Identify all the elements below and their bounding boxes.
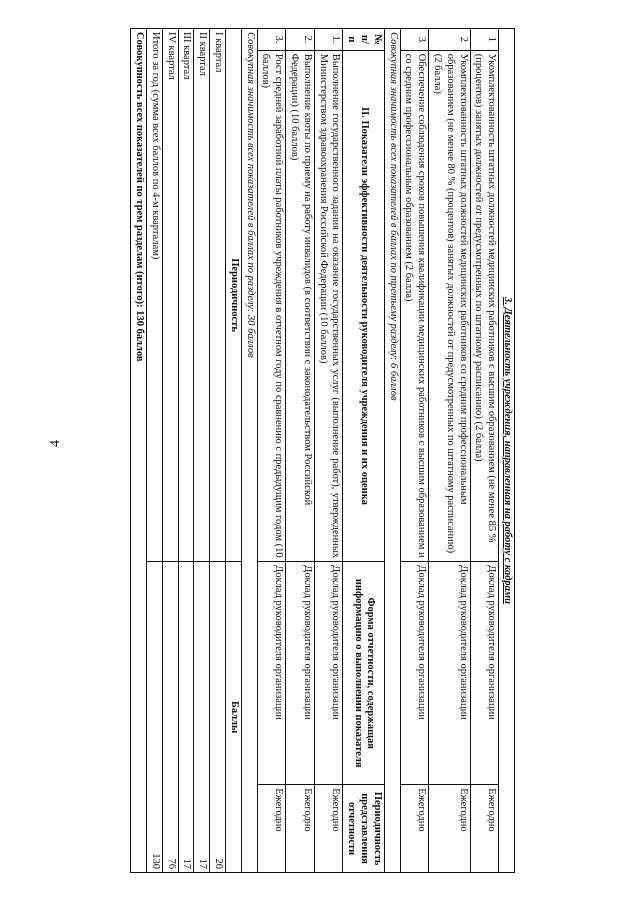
summary-label: III квартал	[178, 29, 194, 562]
report-period: Ежегодно	[400, 785, 429, 873]
section3-title: 3. Деятельность учреждения, направленная на работу с кадрами	[499, 29, 515, 873]
indicator-text: Выполнение государственного задания на оказание государственных услуг (выполнение работ), утвержденных Министерством здравоохранения Российской Федерации (10 баллов)	[314, 50, 343, 561]
row-number: 3.	[257, 29, 286, 51]
report-period: Ежегодно	[470, 785, 499, 873]
report-form: Доклад руководителя организации	[429, 562, 470, 785]
indicator-text: Укомплектованность штатных должностей медицинских работников с высшим образованием (не менее 85 % (процентов) занятых должностей от предусмотренных по штатному расписанию) (2 балла)	[470, 50, 499, 561]
row-number: 1	[470, 29, 499, 51]
summary-label: II квартал	[194, 29, 210, 562]
summary-header-row	[226, 29, 242, 873]
rotated-document	[130, 28, 515, 873]
table-row	[400, 29, 429, 873]
summary-value: 130	[147, 562, 163, 873]
report-period: Ежегодно	[257, 785, 286, 873]
table-row	[257, 29, 286, 873]
section3-total: Совокупная значимость всех показателей в баллах по третьему разделу: 6 баллов	[384, 29, 400, 873]
grand-total: Совокупность всех показателей по трем разделам (итого): 130 баллов	[131, 29, 147, 873]
indicators-table	[130, 28, 515, 873]
indicator-text: Выполнение квоты по приему на работу инвалидов (в соответствии с законодательством Российской Федерации) (10 баллов)	[286, 50, 315, 561]
table-row	[470, 29, 499, 873]
section2-total: Совокупная значимость всех показателей в баллах по разделу: 30 баллов	[241, 29, 257, 873]
header-indicator: II. Показатели эффективности деятельности руководителя учреждения и их оценка	[343, 50, 384, 561]
summary-row	[162, 29, 178, 873]
summary-value: 76	[162, 562, 178, 873]
indicator-text: Рост средней заработной платы работников учреждения в отчетном году по сравнению с предыдущим годом (10 баллов)	[257, 50, 286, 561]
summary-header-period: Периодичность	[226, 29, 242, 562]
report-form: Доклад руководителя организации	[400, 562, 429, 785]
report-period: Ежегодно	[429, 785, 470, 873]
report-form: Доклад руководителя организации	[257, 562, 286, 785]
table-row	[314, 29, 343, 873]
section2-header-row	[343, 29, 384, 873]
report-form: Доклад руководителя организации	[314, 562, 343, 785]
row-number: 2.	[286, 29, 315, 51]
row-number: 2	[429, 29, 470, 51]
summary-header-points: Баллы	[226, 562, 242, 873]
header-number: № п/п	[343, 29, 384, 51]
report-form: Доклад руководителя организации	[286, 562, 315, 785]
summary-value: 20	[210, 562, 226, 873]
table-row	[429, 29, 470, 873]
table-row	[286, 29, 315, 873]
section3-title-row	[499, 29, 515, 873]
report-period: Ежегодно	[286, 785, 315, 873]
section3-total-row	[384, 29, 400, 873]
indicator-text: Укомплектованность штатных должностей медицинских работников со средним профессиональным образованием (не менее 80 % (процентов) занятых должностей от предусмотренных по штатному расписанию) (2 балла)	[429, 50, 470, 561]
grand-total-row	[131, 29, 147, 873]
header-form: Форма отчетности, содержащая информацию о выполнении показателя	[343, 562, 384, 785]
summary-row	[178, 29, 194, 873]
summary-label: IV квартал	[162, 29, 178, 562]
page-number: 4	[48, 440, 63, 447]
header-period: Периодичность представления отчетности	[343, 785, 384, 873]
indicator-text: Обеспечение соблюдения сроков повышения квалификации медицинских работников с высшим образованием и со средним профессиональным образованием (2 балла)	[400, 50, 429, 561]
report-period: Ежегодно	[314, 785, 343, 873]
row-number: 1.	[314, 29, 343, 51]
summary-label: Итого за год (сумма всех баллов по 4-м кварталам)	[147, 29, 163, 562]
summary-row	[147, 29, 163, 873]
row-number: 3	[400, 29, 429, 51]
summary-value: 17	[178, 562, 194, 873]
summary-row	[194, 29, 210, 873]
report-form: Доклад руководителя организации	[470, 562, 499, 785]
summary-label: I квартал	[210, 29, 226, 562]
section2-total-row	[241, 29, 257, 873]
summary-row	[210, 29, 226, 873]
summary-value: 17	[194, 562, 210, 873]
